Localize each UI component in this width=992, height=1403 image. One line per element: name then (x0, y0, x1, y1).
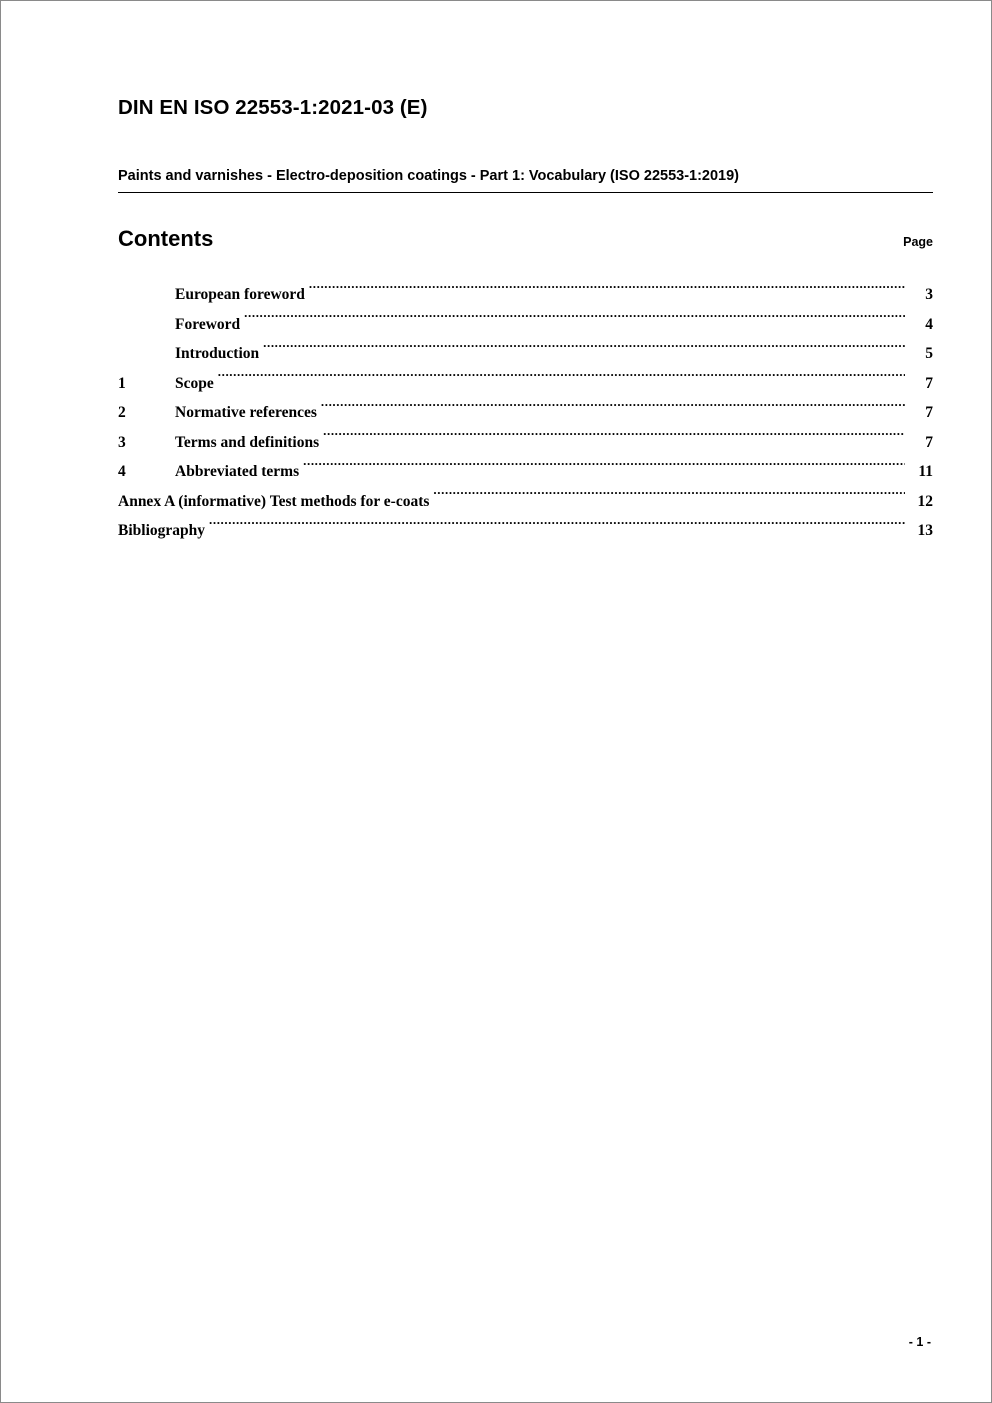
toc-entry[interactable] (118, 339, 933, 369)
toc-leader-dots (321, 403, 905, 417)
toc-leader-dots (323, 433, 905, 447)
page-column-label: Page (903, 235, 933, 249)
toc-entry-label: Bibliography (118, 522, 205, 539)
table-of-contents (118, 280, 933, 546)
toc-entry-number: 4 (118, 463, 126, 480)
toc-entry[interactable] (118, 516, 933, 546)
toc-leader-dots (209, 521, 905, 535)
page-footer: - 1 - (908, 1335, 931, 1349)
toc-leader-dots (244, 315, 905, 329)
toc-entry-page: 5 (925, 345, 933, 362)
contents-header-row (118, 226, 933, 252)
toc-entry[interactable] (118, 398, 933, 428)
toc-entry[interactable] (118, 457, 933, 487)
document-identifier: DIN EN ISO 22553-1:2021-03 (E) (118, 96, 428, 119)
title-divider (118, 192, 933, 193)
toc-entry-number: 3 (118, 433, 126, 451)
toc-entry[interactable] (118, 310, 933, 340)
toc-entry-label: Abbreviated terms (175, 463, 300, 480)
toc-entry-number: 2 (118, 404, 126, 421)
toc-leader-dots (303, 462, 905, 476)
toc-entry-page: 3 (925, 286, 933, 303)
contents-heading: Contents (118, 226, 214, 251)
toc-entry-number: 1 (118, 374, 126, 392)
toc-leader-dots (309, 285, 905, 299)
toc-entry-page: 13 (917, 522, 933, 539)
toc-entry[interactable] (118, 280, 933, 310)
toc-entry[interactable] (118, 369, 933, 399)
toc-entry-label: Terms and definitions (175, 433, 320, 451)
toc-entry-page: 4 (925, 315, 933, 333)
toc-entry-label: Introduction (175, 345, 260, 362)
toc-entry-page: 11 (918, 463, 933, 480)
toc-entry[interactable] (118, 487, 933, 517)
page-content (118, 1, 933, 546)
toc-entry-page: 12 (917, 492, 933, 510)
toc-entry-label: Scope (175, 374, 214, 392)
toc-entry-label: Normative references (175, 404, 317, 421)
toc-entry-label: European foreword (175, 286, 305, 303)
toc-entry-label: Foreword (175, 315, 241, 333)
document-title: Paints and varnishes - Electro-deposition coatings - Part 1: Vocabulary (ISO 22553-1:2019) (118, 168, 740, 184)
toc-leader-dots (263, 344, 905, 358)
toc-entry-page: 7 (925, 433, 933, 451)
toc-entry-label: Annex A (informative) Test methods for e-coats (118, 492, 430, 510)
toc-leader-dots (218, 374, 905, 388)
toc-leader-dots (433, 492, 905, 506)
toc-entry[interactable] (118, 428, 933, 458)
toc-entry-page: 7 (925, 404, 933, 421)
toc-entry-page: 7 (925, 374, 933, 392)
